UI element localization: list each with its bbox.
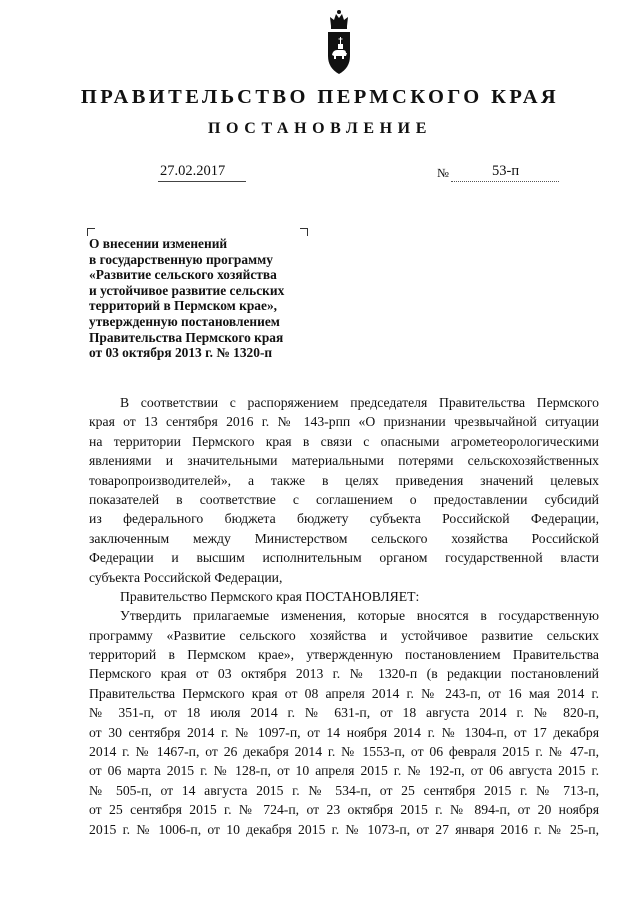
date-underline [158,181,246,182]
subject-corner-mark-left [87,228,95,236]
subject-line: от 03 октября 2013 г. № 1320-п [89,345,273,361]
body-line: Федерации и высшим исполнительным органом государственной власти [89,550,599,566]
body-line: программу «Развитие сельского хозяйства и устойчивое развитие сельских [89,627,599,643]
body-line: № 351-п, от 18 июля 2014 г. № 631-п, от 18 августа 2014 г. № 820-п, [89,705,599,721]
body-line: Утвердить прилагаемые изменения, которые вносятся в государственную [120,608,599,624]
subject-line: «Развитие сельского хозяйства [89,267,277,283]
body-line: Пермского края от 03 октября 2013 г. № 1320-п (в редакции постановлений [89,666,599,682]
coat-of-arms-emblem [325,8,353,76]
body-line: из федерального бюджета бюджету субъекта Российской Федерации, [89,511,599,527]
body-line: 2014 г. № 1467-п, от 26 декабря 2014 г. № 1553-п, от 06 февраля 2015 г. № 47-п, [89,744,599,760]
body-line: от 30 сентября 2014 г. № 1097-п, от 14 ноября 2014 г. № 1304-п, от 17 декабря [89,724,599,740]
body-line: заключенным между Министерством сельского хозяйства Российской [89,530,599,546]
document-subject [89,236,324,361]
body-line: от 25 сентября 2015 г. № 724-п, от 23 октября 2015 г. № 894-п, от 20 ноября [89,802,599,818]
body-line: края от 13 сентября 2016 г. № 143-рпп «О признании чрезвычайной ситуации [89,414,599,430]
subject-corner-mark-right [300,228,308,236]
subject-line: утвержденную постановлением [89,313,280,329]
body-line: В соответствии с распоряжением председателя Правительства Пермского [120,395,599,410]
body-line: субъекта Российской Федерации, [89,569,283,585]
subject-line: территорий в Пермском крае», [89,298,277,314]
body-line: № 505-п, от 14 августа 2015 г. № 534-п, от 25 сентября 2015 г. № 713-п, [89,782,599,798]
subject-line: и устойчивое развитие сельских [89,282,285,298]
body-line: показателей в соответствие с соглашением о предоставлении субсидий [89,491,599,507]
body-line: Правительство Пермского края ПОСТАНОВЛЯЕТ: [120,588,420,604]
government-title: ПРАВИТЕЛЬСТВО ПЕРМСКОГО КРАЯ [80,86,560,108]
body-line: на территории Пермского края в связи с опасными агрометеорологическими [89,433,599,449]
subject-line: Правительства Пермского края [89,329,284,345]
body-line: от 06 марта 2015 г. № 128-п, от 10 апреля 2015 г. № 192-п, от 06 августа 2015 г. [89,763,599,779]
body-line: явлениями и значительными материальными потерями сельскохозяйственных [89,453,599,469]
number-sign: № [437,166,449,180]
body-line: территорий в Пермском крае», утвержденную постановлением Правительства [89,647,599,663]
document-number: 53-п [492,163,520,179]
document-type-heading: ПОСТАНОВЛЕНИЕ [208,120,432,137]
body-line: Правительства Пермского края от 08 апреля 2014 г. № 243-п, от 16 мая 2014 г. [89,685,599,701]
document-body [89,393,599,839]
number-underline [451,181,559,182]
body-line: товаропроизводителей», а также в целях приведения значений целевых [89,472,599,488]
subject-line: О внесении изменений [89,236,228,251]
body-line: 2015 г. № 1006-п, от 10 декабря 2015 г. № 1073-п, от 27 января 2016 г. № 25-п, [89,821,599,837]
subject-line: в государственную программу [89,251,273,267]
document-date: 27.02.2017 [160,163,226,179]
